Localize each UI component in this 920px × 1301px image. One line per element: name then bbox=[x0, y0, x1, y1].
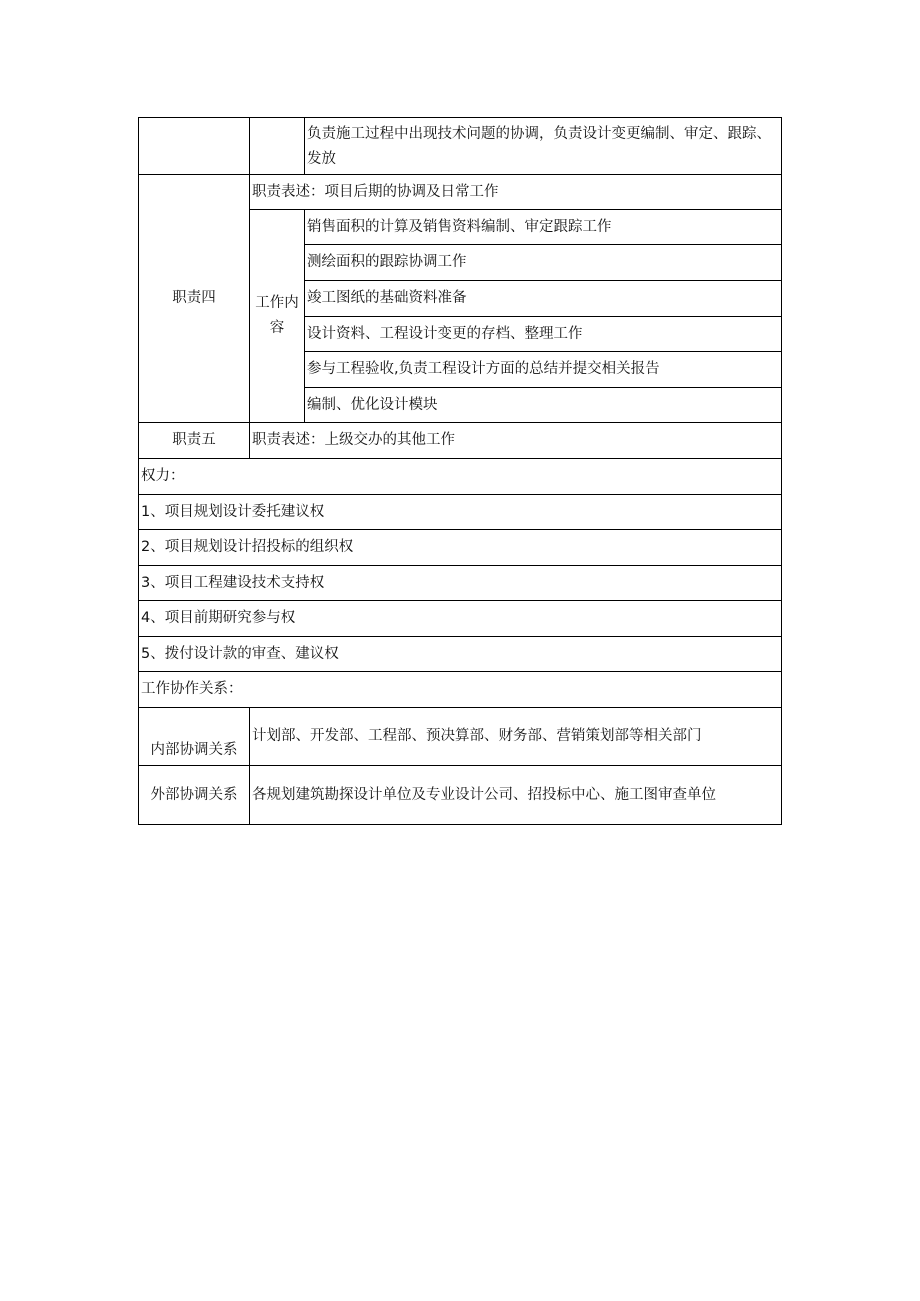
job-description-table bbox=[138, 117, 782, 825]
duty3-work-label-cell bbox=[250, 118, 305, 175]
duty4-label: 职责四 bbox=[139, 175, 250, 423]
external-relations-value: 各规划建筑勘探设计单位及专业设计公司、招投标中心、施工图审查单位 bbox=[250, 766, 782, 825]
authority-item: 4、项目前期研究参与权 bbox=[139, 601, 782, 637]
authority-title: 权力： bbox=[139, 459, 782, 495]
authority-item: 1、项目规划设计委托建议权 bbox=[139, 495, 782, 530]
internal-relations-label: 内部协调关系 bbox=[139, 708, 250, 766]
duty4-item: 编制、优化设计模块 bbox=[305, 388, 782, 423]
duty3-continuation-row bbox=[139, 118, 782, 175]
authority-item: 2、项目规划设计招投标的组织权 bbox=[139, 530, 782, 566]
internal-relations-value: 计划部、开发部、工程部、预决算部、财务部、营销策划部等相关部门 bbox=[250, 708, 782, 766]
duty5-label: 职责五 bbox=[139, 423, 250, 459]
duty4-item: 设计资料、工程设计变更的存档、整理工作 bbox=[305, 317, 782, 352]
external-relations-row bbox=[139, 766, 782, 825]
authority-title-row bbox=[139, 459, 782, 495]
authority-item: 3、项目工程建设技术支持权 bbox=[139, 566, 782, 601]
duty5-statement: 职责表述：上级交办的其他工作 bbox=[250, 423, 782, 459]
duty4-item: 参与工程验收,负责工程设计方面的总结并提交相关报告 bbox=[305, 352, 782, 388]
authority-item: 5、拨付设计款的审查、建议权 bbox=[139, 637, 782, 672]
duty4-item: 销售面积的计算及销售资料编制、审定跟踪工作 bbox=[305, 210, 782, 245]
authority-item-row bbox=[139, 530, 782, 566]
duty4-item: 竣工图纸的基础资料准备 bbox=[305, 281, 782, 317]
relations-title-row bbox=[139, 672, 782, 708]
authority-item-row bbox=[139, 637, 782, 672]
external-relations-label: 外部协调关系 bbox=[139, 766, 250, 825]
duty5-row bbox=[139, 423, 782, 459]
authority-item-row bbox=[139, 495, 782, 530]
duty4-statement: 职责表述：项目后期的协调及日常工作 bbox=[250, 175, 782, 210]
authority-item-row bbox=[139, 601, 782, 637]
duty4-work-label: 工作内容 bbox=[250, 210, 305, 423]
relations-title: 工作协作关系： bbox=[139, 672, 782, 708]
duty3-label-cell bbox=[139, 118, 250, 175]
authority-item-row bbox=[139, 566, 782, 601]
duty4-item: 测绘面积的跟踪协调工作 bbox=[305, 245, 782, 281]
internal-relations-row bbox=[139, 708, 782, 766]
duty3-content: 负责施工过程中出现技术问题的协调，负责设计变更编制、审定、跟踪、发放 bbox=[305, 118, 782, 175]
duty4-statement-row bbox=[139, 175, 782, 210]
